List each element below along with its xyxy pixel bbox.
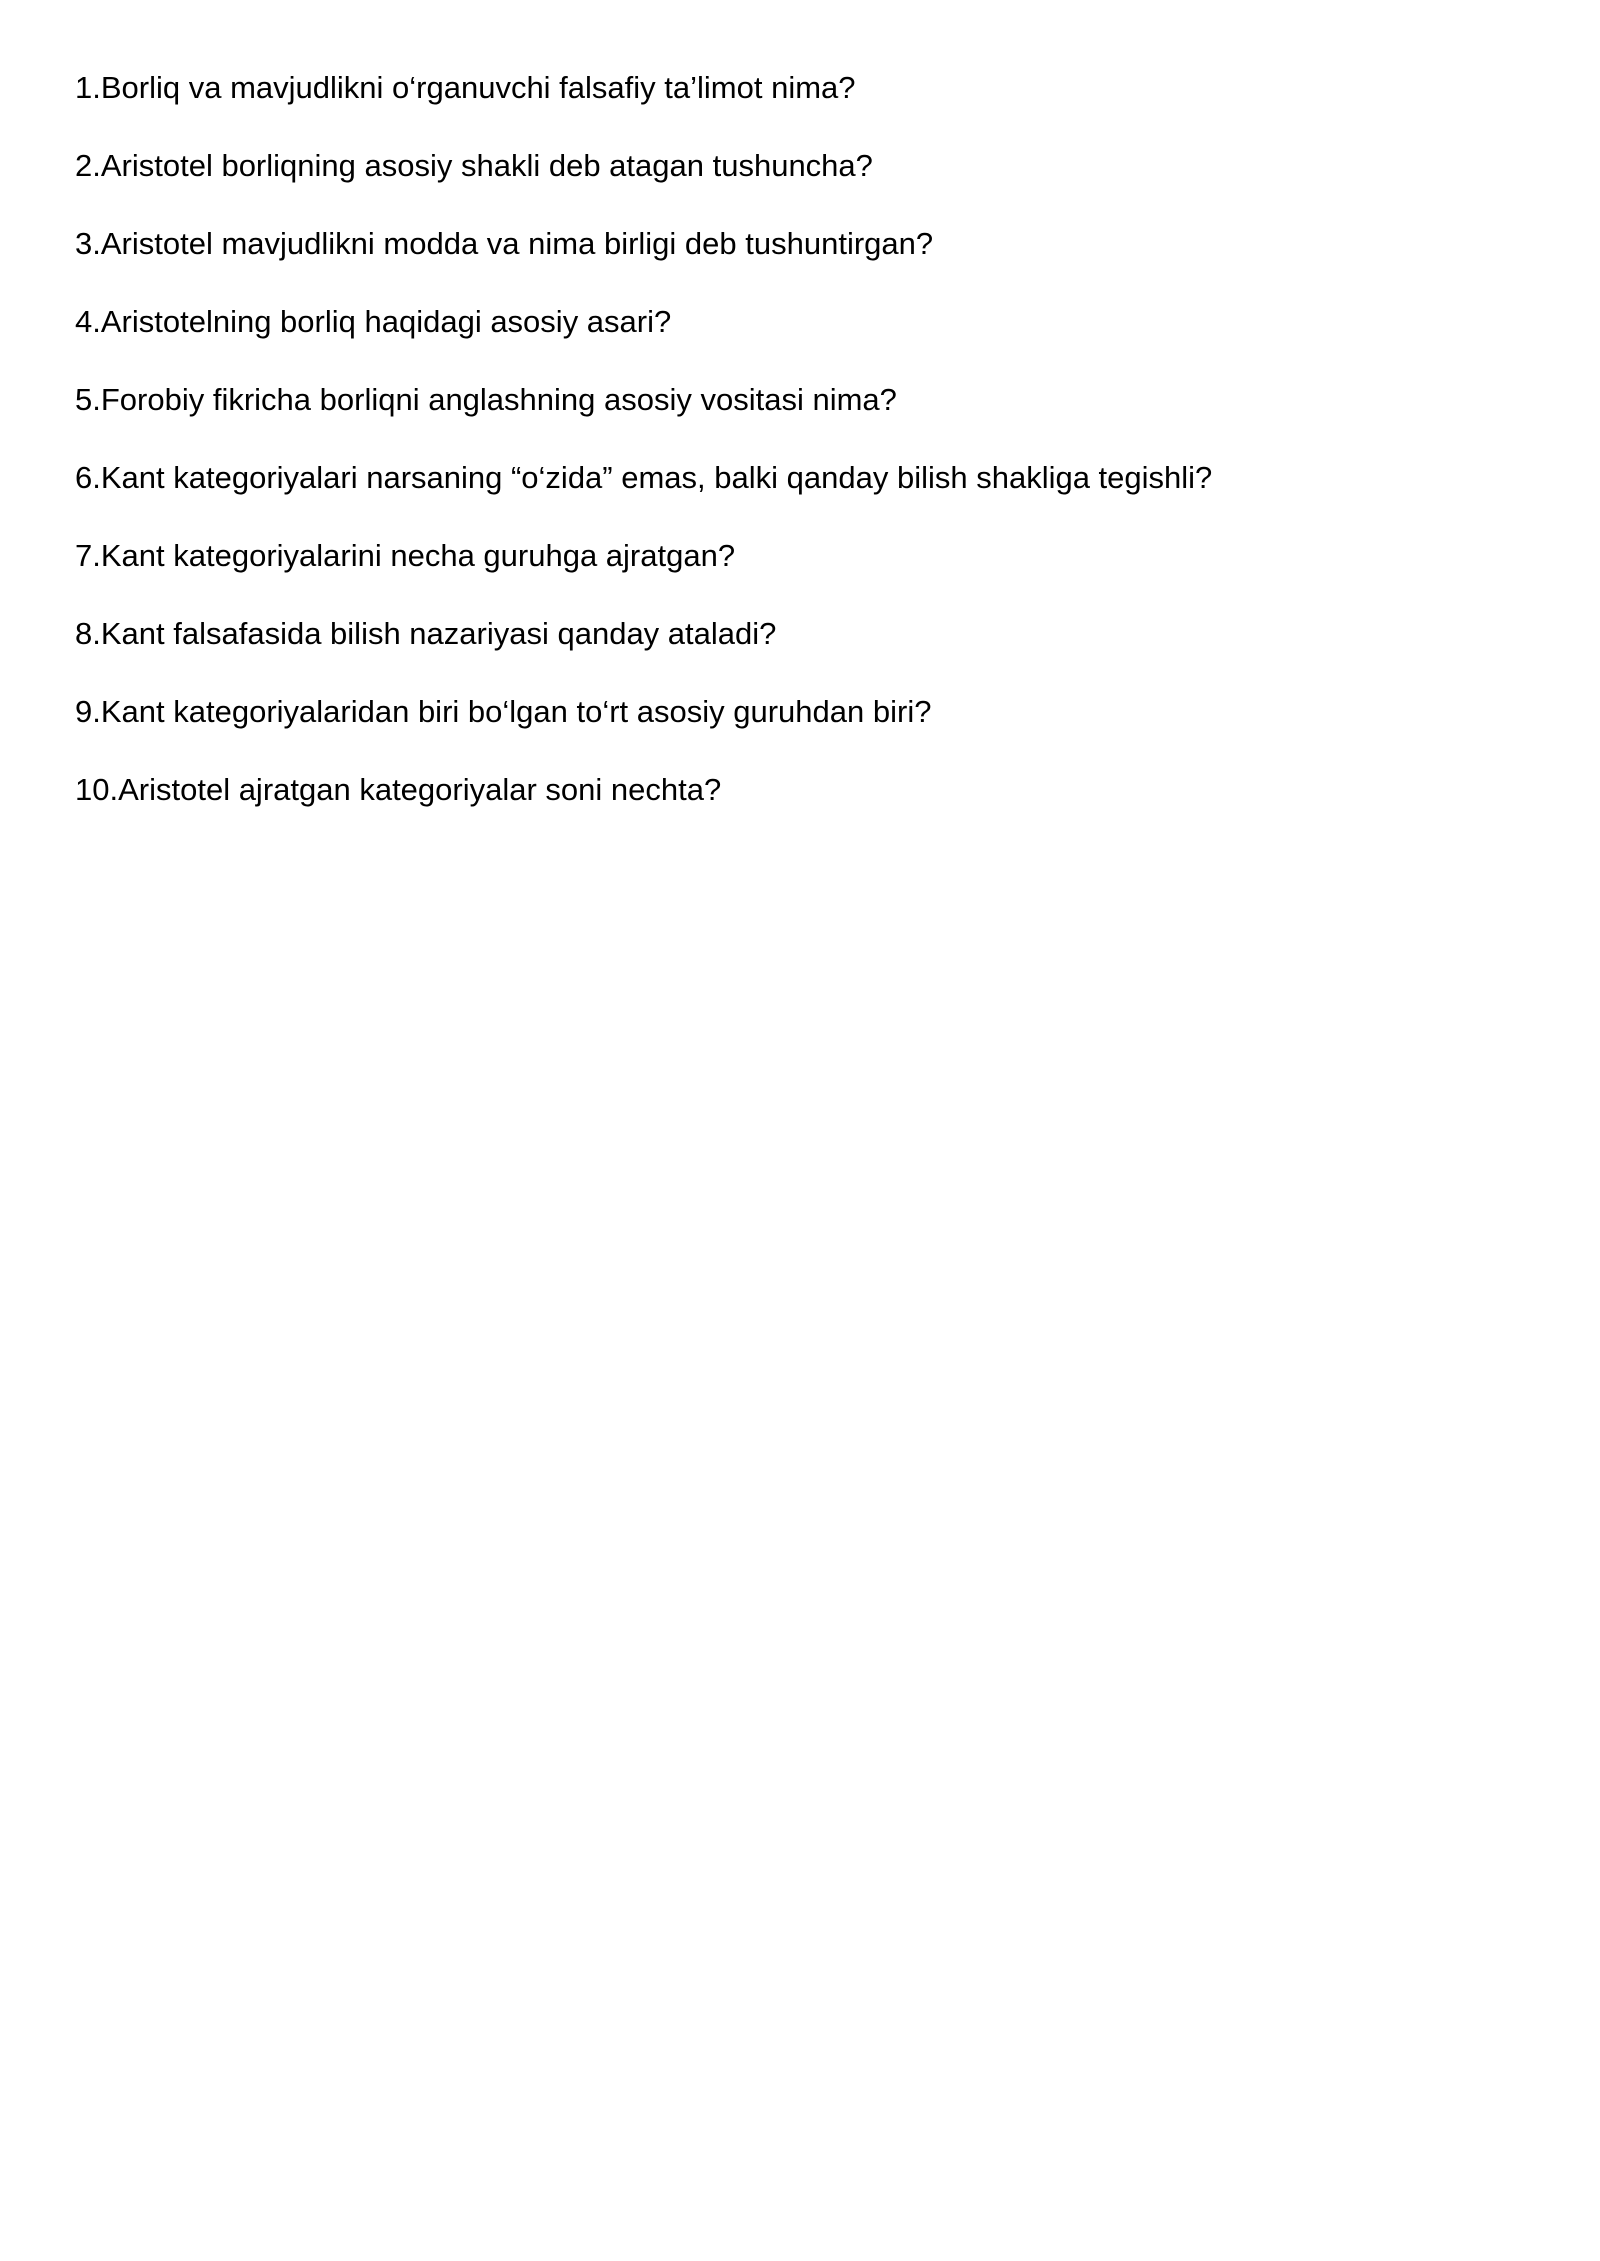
question-6: 6.Kant kategoriyalari narsaning “o‘zida” emas, balki qanday bilish shakliga tegishli? — [75, 460, 1213, 495]
question-3: 3.Aristotel mavjudlikni modda va nima birligi deb tushuntirgan? — [75, 226, 934, 261]
question-4: 4.Aristotelning borliq haqidagi asosiy asari? — [75, 304, 672, 339]
question-9: 9.Kant kategoriyalaridan biri bo‘lgan to‘rt asosiy guruhdan biri? — [75, 694, 932, 729]
question-list — [75, 68, 1525, 848]
question-1: 1.Borliq va mavjudlikni o‘rganuvchi falsafiy ta’limot nima? — [75, 70, 856, 105]
question-10: 10.Aristotel ajratgan kategoriyalar soni nechta? — [75, 772, 722, 807]
question-7: 7.Kant kategoriyalarini necha guruhga ajratgan? — [75, 538, 736, 573]
question-2: 2.Aristotel borliqning asosiy shakli deb atagan tushuncha? — [75, 148, 873, 183]
question-8: 8.Kant falsafasida bilish nazariyasi qanday ataladi? — [75, 616, 777, 651]
question-5: 5.Forobiy fikricha borliqni anglashning asosiy vositasi nima? — [75, 382, 897, 417]
